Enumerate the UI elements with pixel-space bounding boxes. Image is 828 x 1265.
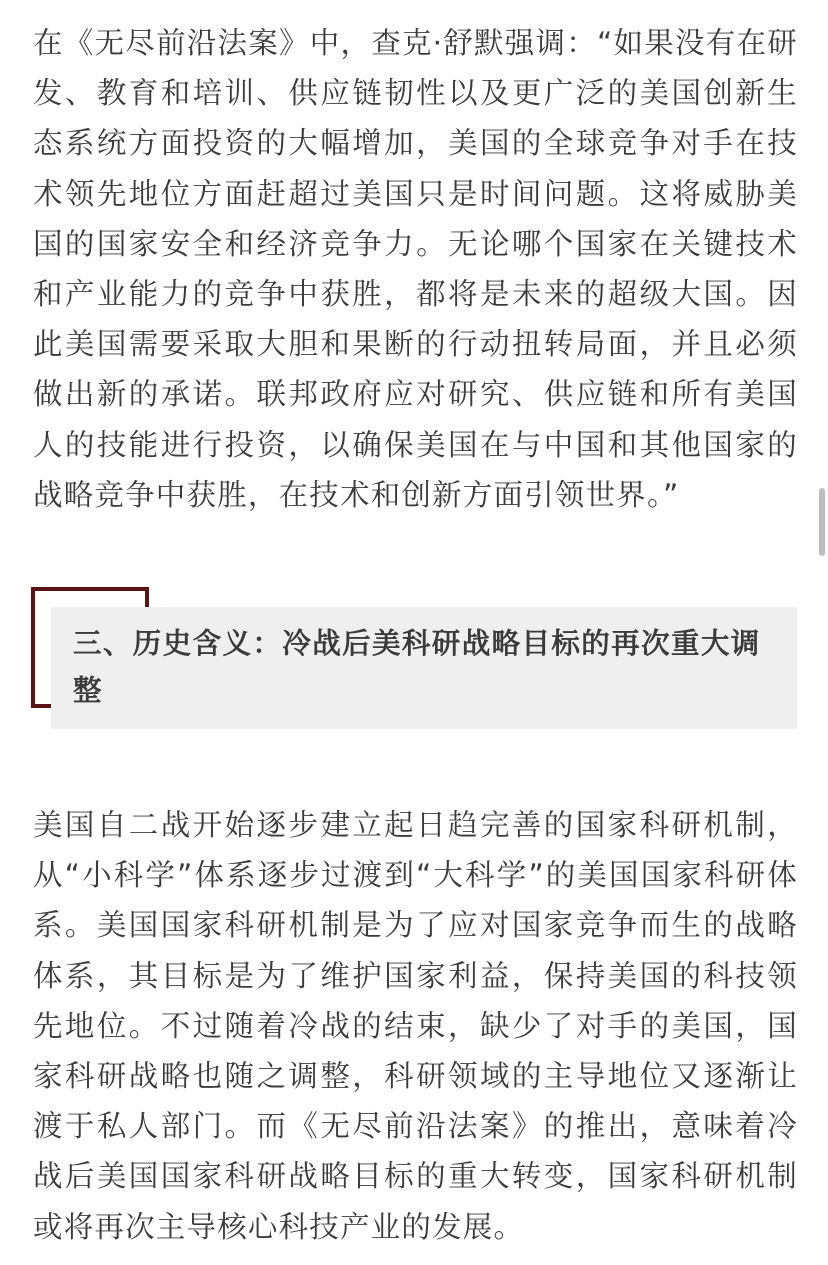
- heading-box: [51, 607, 797, 729]
- heading-bracket-foot: [31, 704, 51, 708]
- article-paragraph: 美国自二战开始逐步建立起日趋完善的国家科研机制，从“小科学”体系逐步过渡到“大科学”的美国国家科研体系。美国国家科研机制是为了应对国家竞争而生的战略体系，其目标是为了维护国家利益，保持美国的科技领先地位。不过随着冷战的结束，缺少了对手的美国，国家科研战略也随之调整，科研领域的主导地位又逐渐让渡于私人部门。而《无尽前沿法案》的推出，意味着冷战后美国国家科研战略目标的重大转变，国家科研机制或将再次主导核心科技产业的发展。: [33, 808, 798, 1244]
- article-paragraph: 在《无尽前沿法案》中，查克·舒默强调：“如果没有在研发、教育和培训、供应链韧性以及更广泛的美国创新生态系统方面投资的大幅增加，美国的全球竞争对手在技术领先地位方面赶超过美国只是时间问题。这将威胁美国的国家安全和经济竞争力。无论哪个国家在关键技术和产业能力的竞争中获胜，都将是未来的超级大国。因此美国需要采取大胆和果断的行动扭转局面，并且必须做出新的承诺。联邦政府应对研究、供应链和所有美国人的技能进行投资，以确保美国在与中国和其他国家的战略竞争中获胜，在技术和创新方面引领世界。”: [33, 26, 798, 512]
- heading-bracket-stem: [31, 587, 35, 708]
- section-heading: 三、历史含义：冷战后美科研战略目标的再次重大调整: [73, 627, 761, 707]
- scrollbar-thumb[interactable]: [819, 488, 825, 556]
- section-heading-block: [31, 587, 797, 729]
